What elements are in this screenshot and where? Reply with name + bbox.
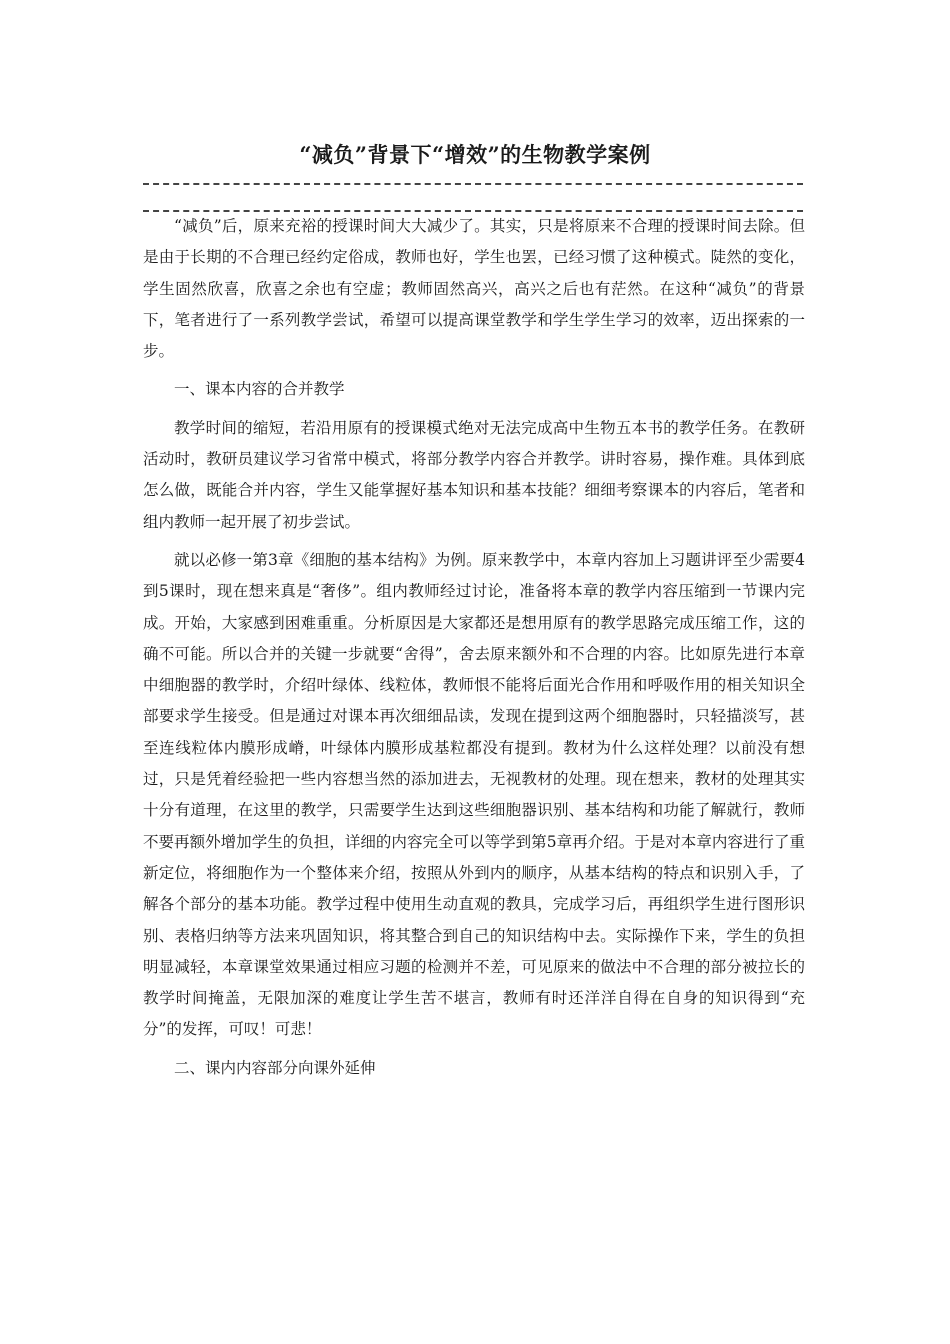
- paragraph-intro: “减负”后，原来充裕的授课时间大大减少了。其实，只是将原来不合理的授课时间去除。但是由于长期的不合理已经约定俗成，教师也好，学生也罢，已经习惯了这种模式。陡然的变化，学生固然欣喜，欣喜之余也有空虚；教师固然高兴，高兴之后也有茫然。在这种“减负”的背景下，笔者进行了一系列教学尝试，希望可以提高课堂教学和学生学生学习的效率，迈出探索的一步。: [143, 217, 805, 361]
- document-title: “减负”背景下“增效”的生物教学案例: [299, 142, 651, 167]
- paragraph-merge-teaching: 教学时间的缩短，若沿用原有的授课模式绝对无法完成高中生物五本书的教学任务。在教研活动时，教研员建议学习省常中模式，将部分教学内容合并教学。讲时容易，操作难。具体到底怎么做，既能合并内容，学生又能掌握好基本知识和基本技能？细细考察课本的内容后，笔者和组内教师一起开展了初步尝试。: [143, 418, 805, 531]
- section-heading-1: 一、课本内容的合并教学: [174, 380, 345, 399]
- paragraph-example-chapter3: 就以必修一第3章《细胞的基本结构》为例。原来教学中，本章内容加上习题讲评至少需要4到5课时，现在想来真是“奢侈”。组内教师经过讨论，准备将本章的教学内容压缩到一节课内完成。开始，大家感到困难重重。分析原因是大家都还是想用原有的教学思路完成压缩工作，这的确不可能。所以合并的关键一步就要“舍得”，舍去原来额外和不合理的内容。比如原先进行本章中细胞器的教学时，介绍叶绿体、线粒体，教师恨不能将后面光合作用和呼吸作用的相关知识全部要求学生接受。但是通过对课本再次细细品读，发现在提到这两个细胞器时，只轻描淡写，甚至连线粒体内膜形成嵴，叶绿体内膜形成基粒都没有提到。教材为什么这样处理？以前没有想过，只是凭着经验把一些内容想当然的添加进去，无视教材的处理。现在想来，教材的处理其实十分有道理，在这里的教学，只需要学生达到这些细胞器识别、基本结构和功能了解就行，教师不要再额外增加学生的负担，详细的内容完全可以等学到第5章再介绍。于是对本章内容进行了重新定位，将细胞作为一个整体来介绍，按照从外到内的顺序，从基本结构的特点和识别入手，了解各个部分的基本功能。教学过程中使用生动直观的教具，完成学习后，再组织学生进行图形识别、表格归纳等方法来巩固知识，将其整合到自己的知识结构中去。实际操作下来，学生的负担明显减轻，本章课堂效果通过相应习题的检测并不差，可见原来的做法中不合理的部分被拉长的教学时间掩盖，无限加深的难度让学生苦不堪言，教师有时还洋洋自得在自身的知识得到“充分”的发挥，可叹！可悲！: [143, 550, 805, 1039]
- section-heading-2: 二、课内内容部分向课外延伸: [174, 1058, 376, 1077]
- document-body: [143, 211, 805, 1091]
- dashed-divider-top: [143, 183, 803, 185]
